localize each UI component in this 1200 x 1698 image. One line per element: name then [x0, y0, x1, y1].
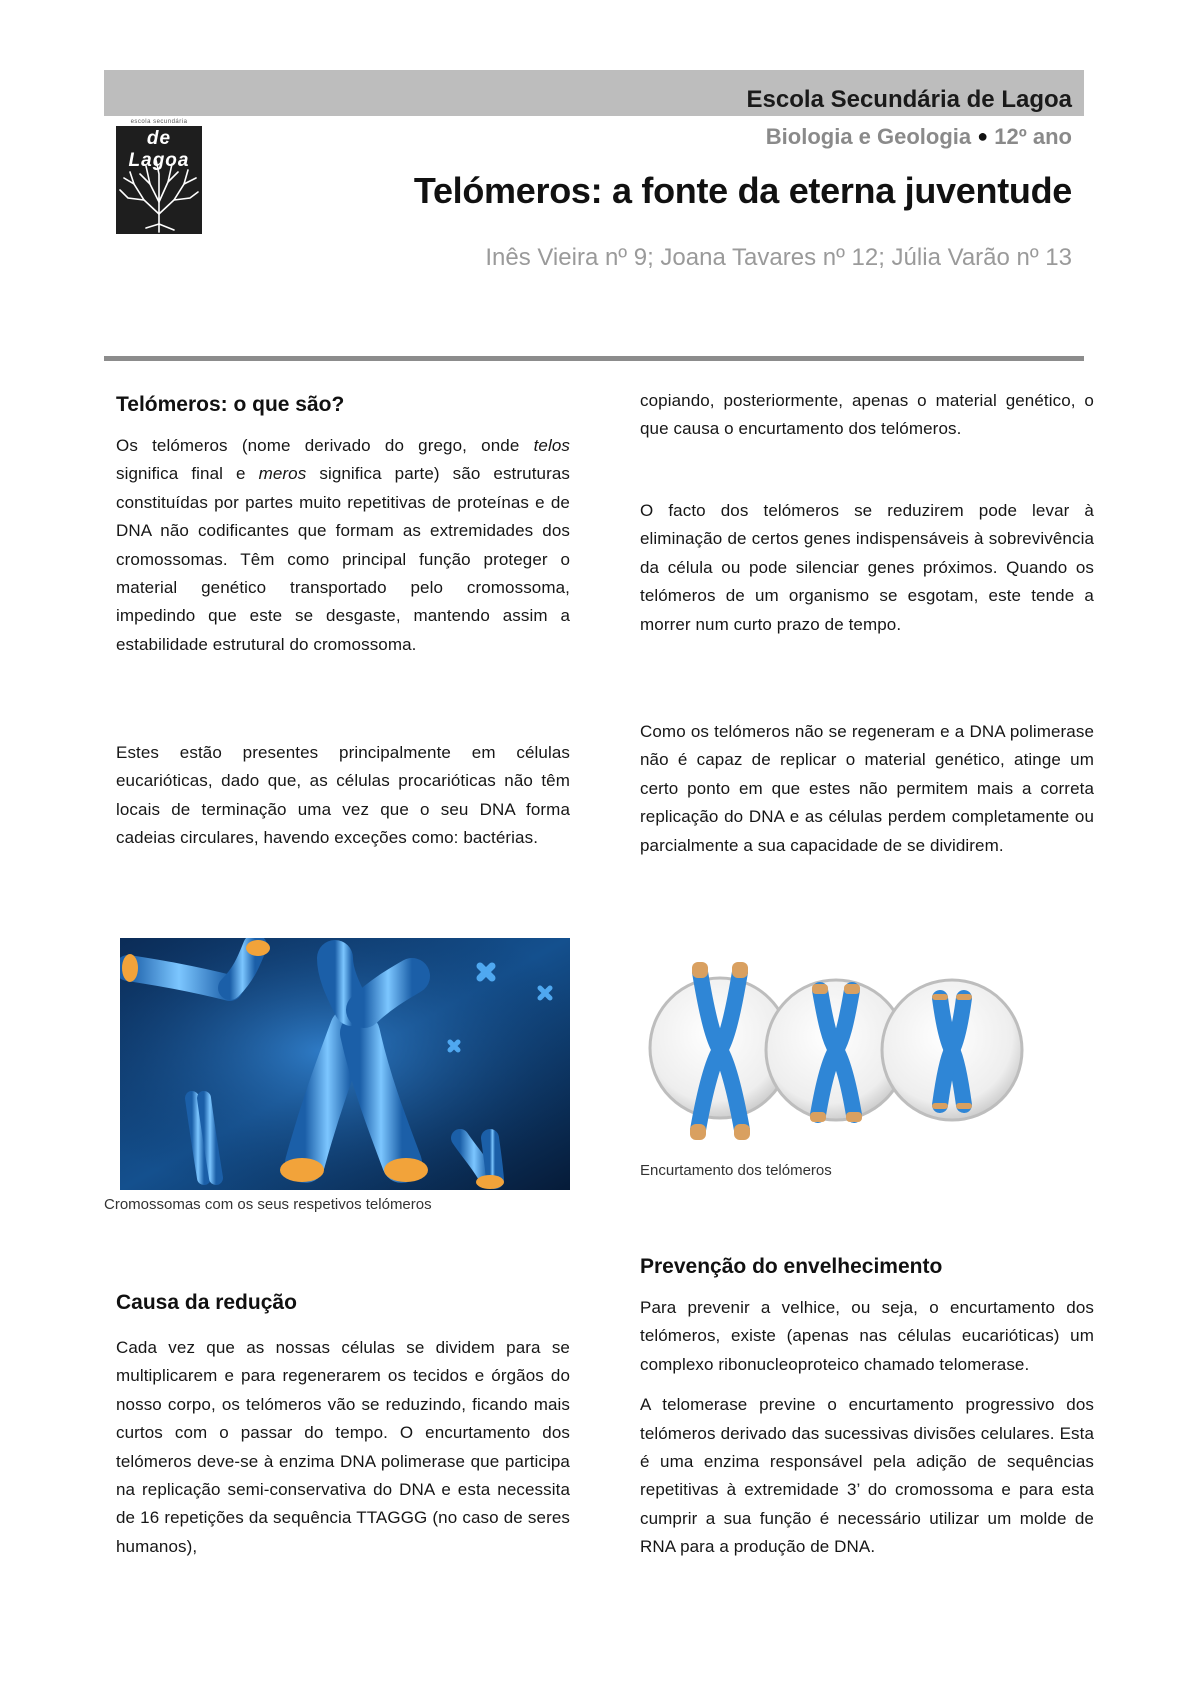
paragraph-block — [640, 718, 1094, 860]
divider — [104, 356, 1084, 361]
paragraph: Os telómeros (nome derivado do grego, onde telos significa final e meros significa parte) são estruturas constituídas por partes muito repetitivas de proteínas e de DNA não codificantes que formam as extremidades dos cromossomas. Têm como principal função proteger o material genético transportado pelo cromossoma, impedindo que este se desgaste, mantendo assim a estabilidade estrutural do cromossoma. — [116, 436, 570, 654]
paragraph-block — [640, 387, 1094, 444]
section-cause — [116, 1290, 570, 1561]
logo-text: de Lagoa — [128, 128, 190, 171]
figure-caption: Cromossomas com os seus respetivos telómeros — [104, 1196, 432, 1213]
paragraph: O facto dos telómeros se reduzirem pode levar à eliminação de certos genes indispensáveis à sobrevivência da célula ou pode silenciar genes próximos. Quando os telómeros de um organismo se esgotam, este tende a morrer num curto prazo de tempo. — [640, 501, 1094, 634]
subject-line — [766, 124, 1072, 150]
subject-name: Biologia e Geologia — [765, 124, 972, 149]
section-heading: Telómeros: o que são? — [116, 393, 345, 416]
logo-small-text: escola secundária — [116, 118, 202, 126]
section-prevention — [640, 1254, 1094, 1562]
school-logo — [116, 118, 202, 234]
telomere-shortening-image — [648, 940, 1088, 1158]
figure-caption: Encurtamento dos telómeros — [640, 1162, 832, 1179]
paragraph: A telomerase previne o encurtamento progressivo dos telómeros derivado das sucessivas divisões celulares. Esta é uma enzima responsável pela adição de sequências repetitivas à extremidade 3’ do cromossoma e para esta cumprir a sua função é necessário utilizar um molde de RNA para a produção de DNA. — [640, 1395, 1094, 1557]
authors: Inês Vieira nº 9; Joana Tavares nº 12; Júlia Varão nº 13 — [485, 244, 1072, 271]
grade: 12º ano — [994, 124, 1072, 149]
separator-dot: ● — [977, 126, 989, 146]
page-title: Telómeros: a fonte da eterna juventude — [413, 170, 1072, 211]
paragraph: Cada vez que as nossas células se dividem para se multiplicarem e para regenerarem os tecidos e órgãos do nosso corpo, os telómeros vão se reduzindo, ficando mais curtos com o passar do tempo. O encurtamento dos telómeros deve-se à enzima DNA polimerase que participa na replicação semi-conservativa do DNA e esta necessita de 16 repetições da sequência TTAGGG (no caso de seres humanos), — [116, 1338, 570, 1556]
section-what-are — [116, 392, 570, 659]
paragraph: copiando, posteriormente, apenas o material genético, o que causa o encurtamento dos telómeros. — [640, 391, 1094, 439]
paragraph-block — [116, 739, 570, 853]
paragraph-block — [640, 497, 1094, 639]
section-heading: Causa da redução — [116, 1291, 297, 1314]
paragraph: Para prevenir a velhice, ou seja, o encurtamento dos telómeros, existe (apenas nas células eucarióticas) um complexo ribonucleoproteico chamado telomerase. — [640, 1298, 1094, 1374]
section-heading: Prevenção do envelhecimento — [640, 1255, 943, 1278]
school-name: Escola Secundária de Lagoa — [746, 86, 1072, 113]
paragraph: Estes estão presentes principalmente em células eucarióticas, dado que, as células procarióticas não têm locais de terminação uma vez que o seu DNA forma cadeias circulares, havendo exceções como: bactérias. — [116, 743, 570, 848]
chromosomes-image — [120, 938, 570, 1190]
tree-icon — [116, 154, 202, 234]
paragraph: Como os telómeros não se regeneram e a DNA polimerase não é capaz de replicar o material genético, atinge um certo ponto em que estes não permitem mais a correta replicação do DNA e as células perdem completamente ou parcialmente a sua capacidade de se dividirem. — [640, 722, 1094, 855]
